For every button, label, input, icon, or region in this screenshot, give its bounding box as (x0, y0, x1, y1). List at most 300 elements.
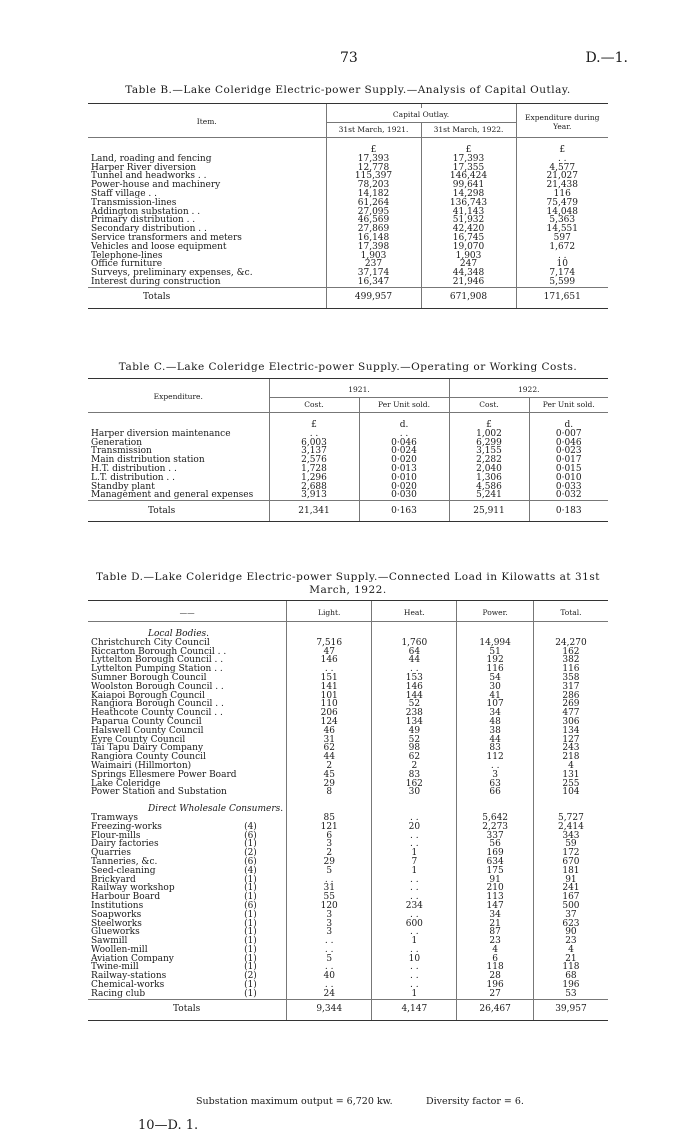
row-label: Rangiora Borough Council . . (91, 699, 224, 710)
table-b (88, 103, 608, 309)
row-label: Flour-mills (91, 830, 141, 841)
value-expenditure: 5,363 (516, 216, 608, 225)
heat-value: . . (372, 963, 457, 972)
value-expenditure: 116 (516, 190, 608, 199)
cost-1922: 2,282 (449, 456, 529, 465)
unit: d. (529, 421, 608, 430)
light-value: 120 (287, 902, 372, 911)
cost-1922: 3,155 (449, 447, 529, 456)
unit-1921: 0·046 (359, 439, 449, 448)
row-count: (1) (244, 927, 257, 938)
unit-1922: 0·015 (529, 465, 608, 474)
total-value: 358 (533, 674, 608, 683)
light-value: . . (287, 946, 372, 955)
total-value: 343 (533, 832, 608, 841)
light-value: . . (287, 981, 372, 990)
value-1922: 41,143 (421, 208, 516, 217)
table-row (88, 972, 608, 981)
table-row (88, 430, 608, 439)
unit-1922: 0·046 (529, 439, 608, 448)
heat-value: 234 (372, 902, 457, 911)
power-value: 38 (457, 727, 533, 736)
value-1922: 146,424 (421, 172, 516, 181)
power-value: 56 (457, 840, 533, 849)
total-value: 90 (533, 928, 608, 937)
total-label: Totals (143, 292, 171, 303)
heat-value: 30 (372, 788, 457, 797)
row-label: Lyttelton Borough Council . . (91, 655, 224, 666)
row-label: Transmission (91, 446, 152, 457)
power-value: 34 (457, 709, 533, 718)
power-value: 5,642 (457, 814, 533, 823)
row-label: Waimairi (Hillmorton) (91, 760, 192, 771)
row-label: Land, roading and fencing (91, 153, 212, 164)
table-d-col-light: Light. (287, 605, 372, 622)
table-b-col-item: Item. (88, 108, 326, 138)
table-row (88, 955, 608, 964)
light-value: 55 (287, 893, 372, 902)
value-expenditure: 21,027 (516, 172, 608, 181)
row-label: Primary distribution . . (91, 215, 196, 226)
row-label-cell (88, 278, 326, 287)
unit: £ (516, 146, 608, 155)
unit: £ (326, 146, 421, 155)
unit-1922: 0·023 (529, 447, 608, 456)
total-1921: 499,957 (326, 287, 421, 308)
row-label: Main distribution station (91, 455, 205, 466)
power-value: 210 (457, 884, 533, 893)
row-count: (1) (244, 936, 257, 947)
heat-value: . . (372, 972, 457, 981)
unit: d. (359, 421, 449, 430)
table-d-col-power: Power. (457, 605, 533, 622)
table-row (88, 474, 608, 483)
total-value: 243 (533, 744, 608, 753)
power-value: 21 (457, 920, 533, 929)
row-label: H.T. distribution . . (91, 463, 177, 474)
row-label: Springs Ellesmere Power Board (91, 769, 237, 780)
value-1921: 78,203 (326, 181, 421, 190)
light-value: 124 (287, 718, 372, 727)
total-value: 4 (533, 946, 608, 955)
value-1921: 27,869 (326, 225, 421, 234)
total-value: 23 (533, 937, 608, 946)
unit-1921: 0·013 (359, 465, 449, 474)
row-label: Tunnel and headworks . . (91, 171, 207, 182)
total-total: 39,957 (533, 999, 608, 1020)
table-row (88, 884, 608, 893)
row-label: Office furniture (91, 259, 163, 270)
heat-value: 238 (372, 709, 457, 718)
heat-value: 146 (372, 683, 457, 692)
table-row (88, 840, 608, 849)
row-label: Sawmill (91, 936, 128, 947)
substation-output-note: Substation maximum output = 6,720 kw. (196, 1096, 393, 1107)
power-value: 51 (457, 648, 533, 657)
row-label: Christchurch City Council (91, 637, 210, 648)
row-label: Interest during construction (91, 276, 221, 287)
heat-value: . . (372, 911, 457, 920)
power-value: 169 (457, 849, 533, 858)
value-1921: 1,903 (326, 252, 421, 261)
heat-value: . . (372, 893, 457, 902)
heat-value: . . (372, 946, 457, 955)
heat-value: . . (372, 928, 457, 937)
power-value: 634 (457, 858, 533, 867)
value-1921: 14,182 (326, 190, 421, 199)
value-1921: 237 (326, 260, 421, 269)
row-label: Power-house and machinery (91, 180, 221, 191)
heat-value: 162 (372, 780, 457, 789)
total-value: 196 (533, 981, 608, 990)
value-expenditure: 10 (516, 260, 608, 269)
total-unit-1922: 0·183 (529, 501, 608, 522)
row-label-cell (88, 788, 287, 797)
power-value: . . (457, 762, 533, 771)
power-value: 34 (457, 911, 533, 920)
unit-1921: 0·010 (359, 474, 449, 483)
total-value: 162 (533, 648, 608, 657)
table-row (88, 981, 608, 990)
row-label: Kaiapoi Borough Council (91, 690, 205, 701)
row-label: Steelworks (91, 918, 142, 929)
power-value: 2,273 (457, 823, 533, 832)
unit-1921: 0·020 (359, 483, 449, 492)
table-b-col-capital: Capital Outlay. (326, 108, 516, 123)
light-value: 85 (287, 814, 372, 823)
total-cost-1922: 25,911 (449, 501, 529, 522)
value-1922: 44,348 (421, 269, 516, 278)
row-label: Service transformers and meters (91, 232, 242, 243)
light-value: 47 (287, 648, 372, 657)
light-value: 8 (287, 788, 372, 797)
power-value: 63 (457, 780, 533, 789)
total-value: 5,727 (533, 814, 608, 823)
total-value: 131 (533, 771, 608, 780)
value-1922: 136,743 (421, 199, 516, 208)
power-value: 6 (457, 955, 533, 964)
value-expenditure: 21,438 (516, 181, 608, 190)
total-light: 9,344 (287, 999, 372, 1020)
row-label: Generation (91, 437, 143, 448)
light-value: . . (287, 963, 372, 972)
power-value: 112 (457, 753, 533, 762)
page-number: 73 (340, 50, 358, 66)
light-value: 46 (287, 727, 372, 736)
total-value: 255 (533, 780, 608, 789)
table-c-col-cost-1921: Cost. (269, 398, 359, 413)
total-value: 37 (533, 911, 608, 920)
value-expenditure: 4,577 (516, 164, 608, 173)
table-row (88, 788, 608, 797)
row-label: Halswell County Council (91, 725, 204, 736)
table-c-col-cost-1922: Cost. (449, 398, 529, 413)
heat-value: 52 (372, 700, 457, 709)
light-value: 206 (287, 709, 372, 718)
power-value: 30 (457, 683, 533, 692)
row-label: Standby plant (91, 481, 155, 492)
row-count: (1) (244, 944, 257, 955)
power-value: 3 (457, 771, 533, 780)
value-expenditure: 14,551 (516, 225, 608, 234)
light-value: 3 (287, 920, 372, 929)
table-c-col-unit-1922: Per Unit sold. (529, 398, 608, 413)
power-value: 116 (457, 665, 533, 674)
total-label: Totals (173, 1004, 201, 1015)
row-label: Twine-mill (91, 962, 139, 973)
row-label: Woolston Borough Council . . (91, 681, 224, 692)
total-value: 317 (533, 683, 608, 692)
light-value: 6 (287, 832, 372, 841)
power-value: 87 (457, 928, 533, 937)
table-row (88, 252, 608, 261)
heat-value: 144 (372, 692, 457, 701)
total-value: 500 (533, 902, 608, 911)
table-d (88, 600, 608, 1021)
row-label: Brickyard (91, 874, 136, 885)
cost-1922: 1,002 (449, 430, 529, 439)
row-label: Transmission-lines (91, 197, 177, 208)
total-value: 670 (533, 858, 608, 867)
unit-1922: 0·032 (529, 491, 608, 500)
table-row (88, 867, 608, 876)
table-c-col-1921: 1921. (269, 383, 449, 398)
table-row (88, 928, 608, 937)
table-row (88, 902, 608, 911)
unit: £ (269, 421, 359, 430)
power-value: 44 (457, 736, 533, 745)
row-count: (1) (244, 918, 257, 929)
heat-value: 20 (372, 823, 457, 832)
heat-value: 62 (372, 753, 457, 762)
light-value: 29 (287, 780, 372, 789)
light-value: 110 (287, 700, 372, 709)
row-label: Staff village . . (91, 188, 158, 199)
row-label: Vehicles and loose equipment (91, 241, 227, 252)
row-label: Harper River diversion (91, 162, 197, 173)
power-value: 118 (457, 963, 533, 972)
row-count: (1) (244, 874, 257, 885)
power-value: 91 (457, 876, 533, 885)
total-power: 26,467 (457, 999, 533, 1020)
power-value: 4 (457, 946, 533, 955)
row-label: Aviation Company (91, 953, 174, 964)
table-row (88, 491, 608, 500)
value-expenditure: 5,599 (516, 278, 608, 287)
value-1922: 21,946 (421, 278, 516, 287)
cost-1921: 3,913 (269, 491, 359, 500)
light-value: . . (287, 665, 372, 674)
light-value: 3 (287, 840, 372, 849)
heat-value: 1 (372, 937, 457, 946)
cost-1922: 4,586 (449, 483, 529, 492)
total-value: 269 (533, 700, 608, 709)
total-value: 134 (533, 727, 608, 736)
row-label: Woollen-mill (91, 944, 148, 955)
table-c-title: Table C.—Lake Coleridge Electric-power Supply.—Operating or Working Costs. (118, 361, 578, 373)
value-expenditure: 597 (516, 234, 608, 243)
total-value: 218 (533, 753, 608, 762)
total-value: 382 (533, 656, 608, 665)
value-1921: 16,148 (326, 234, 421, 243)
total-value: 286 (533, 692, 608, 701)
table-b-col-1921: 31st March, 1921. (326, 123, 421, 138)
cost-1921: 1,296 (269, 474, 359, 483)
table-c-col-1922: 1922. (449, 383, 608, 398)
value-1922: 17,355 (421, 164, 516, 173)
row-count: (4) (244, 821, 257, 832)
section-heading: Local Bodies. (148, 629, 210, 639)
total-value: 104 (533, 788, 608, 797)
row-label: Chemical-works (91, 980, 165, 991)
unit-1921: . . (359, 430, 449, 439)
total-value: 24,270 (533, 639, 608, 648)
row-label: Sumner Borough Council (91, 672, 207, 683)
section-heading: Direct Wholesale Consumers. (148, 804, 284, 815)
heat-value: . . (372, 665, 457, 674)
value-1922: 51,932 (421, 216, 516, 225)
cost-1922: 1,306 (449, 474, 529, 483)
power-value: 113 (457, 893, 533, 902)
power-value: 14,994 (457, 639, 533, 648)
row-count: (1) (244, 962, 257, 973)
value-1921: 46,569 (326, 216, 421, 225)
total-1922: 671,908 (421, 287, 516, 308)
power-value: 54 (457, 674, 533, 683)
value-1922: 19,070 (421, 243, 516, 252)
table-b-col-expenditure: Expenditure during Year. (516, 108, 608, 138)
cost-1921: 1,728 (269, 465, 359, 474)
row-label: Tanneries, &c. (91, 856, 158, 867)
table-row (88, 849, 608, 858)
light-value: 2 (287, 849, 372, 858)
row-label: Lyttelton Pumping Station . . (91, 664, 223, 675)
table-row (88, 243, 608, 252)
table-row (88, 937, 608, 946)
row-count: (6) (244, 856, 257, 867)
signature-mark: 10—D. 1. (138, 1118, 199, 1133)
power-value: 107 (457, 700, 533, 709)
heat-value: 2 (372, 762, 457, 771)
table-row (88, 771, 608, 780)
table-row (88, 439, 608, 448)
heat-value: 64 (372, 648, 457, 657)
table-c-total-row (88, 501, 608, 522)
row-label: Heathcote County Council . . (91, 708, 223, 719)
value-1922: 42,420 (421, 225, 516, 234)
diversity-factor-note: Diversity factor = 6. (426, 1096, 524, 1107)
light-value: 31 (287, 884, 372, 893)
power-value: 23 (457, 937, 533, 946)
total-expenditure: 171,651 (516, 287, 608, 308)
row-label: Seed-cleaning (91, 865, 156, 876)
row-label-cell (88, 491, 269, 500)
row-count: (1) (244, 988, 257, 999)
light-value: 2 (287, 762, 372, 771)
total-value: 172 (533, 849, 608, 858)
row-label: Power Station and Substation (91, 787, 227, 798)
value-1921: 61,264 (326, 199, 421, 208)
heat-value: . . (372, 884, 457, 893)
row-label: Racing club (91, 988, 146, 999)
table-row (88, 814, 608, 823)
power-value: 192 (457, 656, 533, 665)
light-value: 121 (287, 823, 372, 832)
table-d-col-total: Total. (533, 605, 608, 622)
total-label: Totals (148, 505, 176, 516)
unit-1921: 0·030 (359, 491, 449, 500)
table-d-title-line2: March, 1922. (309, 584, 387, 596)
cost-1922: 5,241 (449, 491, 529, 500)
total-value: 306 (533, 718, 608, 727)
value-1921: 27,095 (326, 208, 421, 217)
row-label: Secondary distribution . . (91, 224, 207, 235)
value-1921: 115,397 (326, 172, 421, 181)
row-count: (2) (244, 971, 257, 982)
total-value: 181 (533, 867, 608, 876)
table-row (88, 990, 608, 999)
cost-1921: 2,576 (269, 456, 359, 465)
value-1921: 17,393 (326, 155, 421, 164)
heat-value: 1,760 (372, 639, 457, 648)
row-label: Freezing-works (91, 821, 162, 832)
light-value: 45 (287, 771, 372, 780)
cost-1921: 6,003 (269, 439, 359, 448)
power-value: 337 (457, 832, 533, 841)
row-count: (2) (244, 848, 257, 859)
value-1922: 99,641 (421, 181, 516, 190)
table-c-col-expenditure: Expenditure. (88, 383, 269, 413)
row-label: Railway workshop (91, 883, 175, 894)
power-value: 48 (457, 718, 533, 727)
light-value: . . (287, 876, 372, 885)
total-value: 68 (533, 972, 608, 981)
value-1921: 37,174 (326, 269, 421, 278)
light-value: 62 (287, 744, 372, 753)
unit: £ (449, 421, 529, 430)
unit-1922: 0·017 (529, 456, 608, 465)
row-label: Eyre County Council (91, 734, 186, 745)
heat-value: . . (372, 814, 457, 823)
total-heat: 4,147 (372, 999, 457, 1020)
value-expenditure: 14,048 (516, 208, 608, 217)
power-value: 175 (457, 867, 533, 876)
power-value: 147 (457, 902, 533, 911)
row-count: (4) (244, 865, 257, 876)
row-label: Harper diversion maintenance (91, 428, 231, 439)
total-value: 623 (533, 920, 608, 929)
value-1922: 14,298 (421, 190, 516, 199)
heat-value: 600 (372, 920, 457, 929)
heat-value: 1 (372, 990, 457, 999)
heat-value: 44 (372, 656, 457, 665)
total-value: 2,414 (533, 823, 608, 832)
cost-1921: 2,688 (269, 483, 359, 492)
row-count: (1) (244, 892, 257, 903)
table-b-total-row (88, 287, 608, 308)
heat-value: 153 (372, 674, 457, 683)
value-1922: 1,903 (421, 252, 516, 261)
total-value: 167 (533, 893, 608, 902)
light-value: 29 (287, 858, 372, 867)
row-label: Management and general expenses (91, 490, 254, 501)
table-d-col-heat: Heat. (372, 605, 457, 622)
light-value: 3 (287, 928, 372, 937)
row-count: (1) (244, 839, 257, 850)
light-value: 5 (287, 955, 372, 964)
light-value: 3 (287, 911, 372, 920)
row-label: Railway-stations (91, 971, 167, 982)
